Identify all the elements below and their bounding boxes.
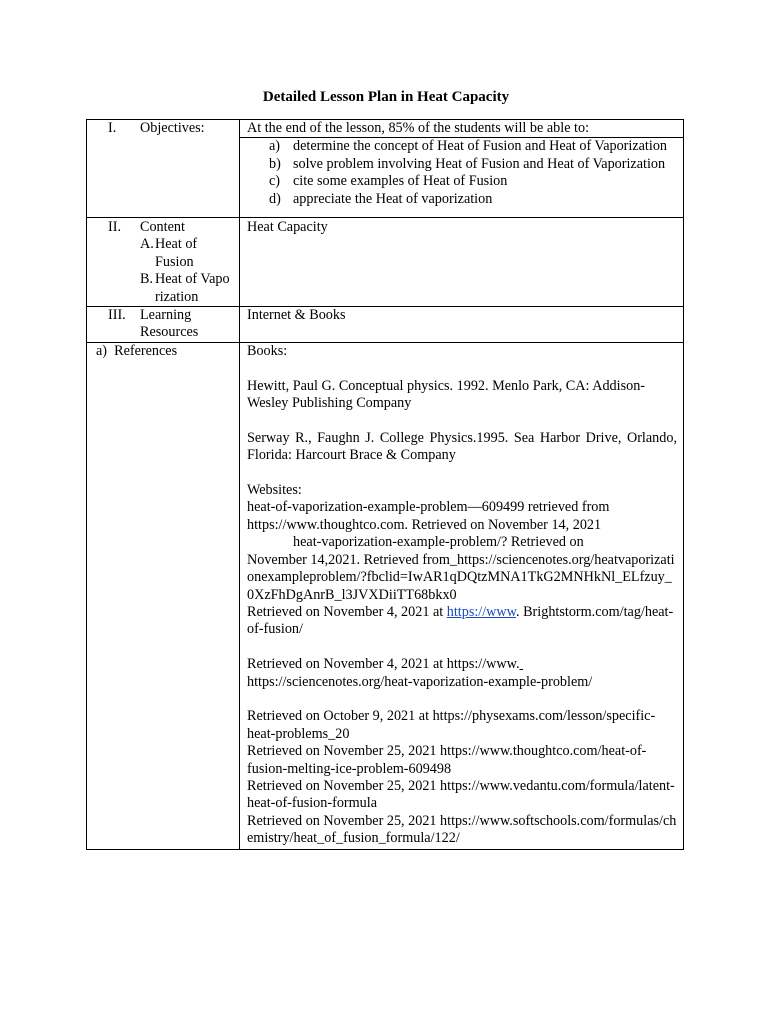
resources-label: Learning Resources bbox=[140, 307, 199, 341]
resources-numeral: III. bbox=[108, 307, 126, 324]
document-title: Detailed Lesson Plan in Heat Capacity bbox=[262, 89, 510, 105]
list-text: solve problem involving Heat of Fusion and Heat of Vaporization bbox=[293, 155, 666, 172]
list-text: appreciate the Heat of vaporization bbox=[293, 190, 493, 207]
list-marker: d) bbox=[269, 190, 281, 207]
resources-label-cell bbox=[87, 307, 240, 343]
web-reference: Retrieved on November 25, 2021 https://www.softschools.com/formulas/chemistry/heat_of_fusion_formula/122/ bbox=[247, 812, 677, 847]
resources-value-cell bbox=[240, 307, 684, 343]
web-reference: November 14,2021. Retrieved from_https://sciencenotes.org/heatvaporizationexampleproblem/?fbclid=IwAR1qDQtzMNA1TkG2MNHkNl_ELfzuy_0XzFhDgAnrB_l3JVXDiiTT68bkx0 bbox=[247, 551, 675, 603]
objectives-list-cell bbox=[240, 138, 684, 218]
list-item bbox=[269, 155, 677, 173]
book-reference: Serway R., Faughn J. College Physics.1995. Sea Harbor Drive, Orlando, Florida: Harcourt Brace & Company bbox=[247, 429, 677, 464]
web-reference-suffix: https://sciencenotes.org/heat-vaporization-example-problem/ bbox=[247, 673, 593, 690]
content-subitem bbox=[94, 236, 233, 271]
subitem-text: Heat of Vaporization bbox=[155, 271, 230, 305]
content-row bbox=[87, 218, 684, 307]
content-value-cell bbox=[240, 218, 684, 307]
objectives-label-cell bbox=[87, 120, 240, 138]
resources-value: Internet & Books bbox=[247, 307, 346, 324]
objectives-row-list bbox=[87, 138, 684, 218]
content-label: Content bbox=[140, 219, 185, 236]
web-reference: heat-vaporization-example-problem/? Retrieved on bbox=[293, 534, 584, 551]
content-subitem bbox=[94, 271, 233, 306]
list-item bbox=[269, 138, 677, 155]
objectives-row-header bbox=[87, 120, 684, 138]
content-value: Heat Capacity bbox=[247, 219, 328, 236]
objectives-list bbox=[247, 138, 677, 208]
web-reference bbox=[247, 656, 677, 691]
references-label-cell bbox=[87, 342, 240, 849]
list-item bbox=[269, 173, 677, 190]
web-reference-prefix: Retrieved on November 4, 2021 at bbox=[247, 603, 447, 620]
web-reference: Retrieved on October 9, 2021 at https://physexams.com/lesson/specific-heat-problems_20 bbox=[247, 708, 656, 742]
list-marker: b) bbox=[269, 155, 281, 172]
objectives-intro-cell bbox=[240, 120, 684, 138]
list-item bbox=[269, 190, 677, 208]
content-numeral: II. bbox=[108, 219, 121, 236]
websites-heading: Websites: bbox=[247, 482, 302, 499]
web-reference-prefix: Retrieved on November 4, 2021 at https://www. bbox=[247, 656, 520, 673]
objectives-intro: At the end of the lesson, 85% of the students will be able to: bbox=[247, 120, 590, 136]
subitem-marker: A. bbox=[140, 236, 154, 253]
references-value-cell bbox=[240, 342, 684, 849]
resources-row bbox=[87, 307, 684, 343]
web-reference-suffix: . Brightstorm.com/tag/heat-of-fusion/ bbox=[247, 603, 674, 638]
list-text: cite some examples of Heat of Fusion bbox=[293, 173, 508, 190]
list-marker: a) bbox=[269, 138, 281, 155]
web-reference: Retrieved on November 25, 2021 https://www.vedantu.com/formula/latent-heat-of-fusion-formula bbox=[247, 777, 675, 812]
references-label: a) References bbox=[96, 342, 178, 359]
lesson-plan-table bbox=[86, 119, 684, 850]
references-row bbox=[87, 342, 684, 849]
web-reference: Retrieved on November 25, 2021 https://www.thoughtco.com/heat-of-fusion-melting-ice-problem-609498 bbox=[247, 743, 647, 777]
objectives-label: Objectives: bbox=[140, 120, 205, 136]
list-text: determine the concept of Heat of Fusion and Heat of Vaporization bbox=[293, 138, 668, 155]
book-reference: Hewitt, Paul G. Conceptual physics. 1992. Menlo Park, CA: Addison-Wesley Publishing Company bbox=[247, 377, 646, 412]
objectives-empty-cell bbox=[87, 138, 240, 218]
content-label-cell bbox=[87, 218, 240, 307]
web-reference bbox=[247, 604, 677, 639]
objectives-numeral: I. bbox=[108, 120, 117, 136]
subitem-marker: B. bbox=[140, 271, 154, 288]
subitem-text: Heat of Fusion bbox=[155, 236, 198, 270]
list-marker: c) bbox=[269, 173, 281, 190]
web-reference-underline bbox=[520, 656, 524, 672]
web-reference: heat-of-vaporization-example-problem—609499 retrieved from https://www.thoughtco.com. Retrieved on November 14, 2021 bbox=[247, 499, 610, 533]
books-heading: Books: bbox=[247, 342, 288, 359]
web-reference-link[interactable]: https://www bbox=[446, 603, 516, 620]
